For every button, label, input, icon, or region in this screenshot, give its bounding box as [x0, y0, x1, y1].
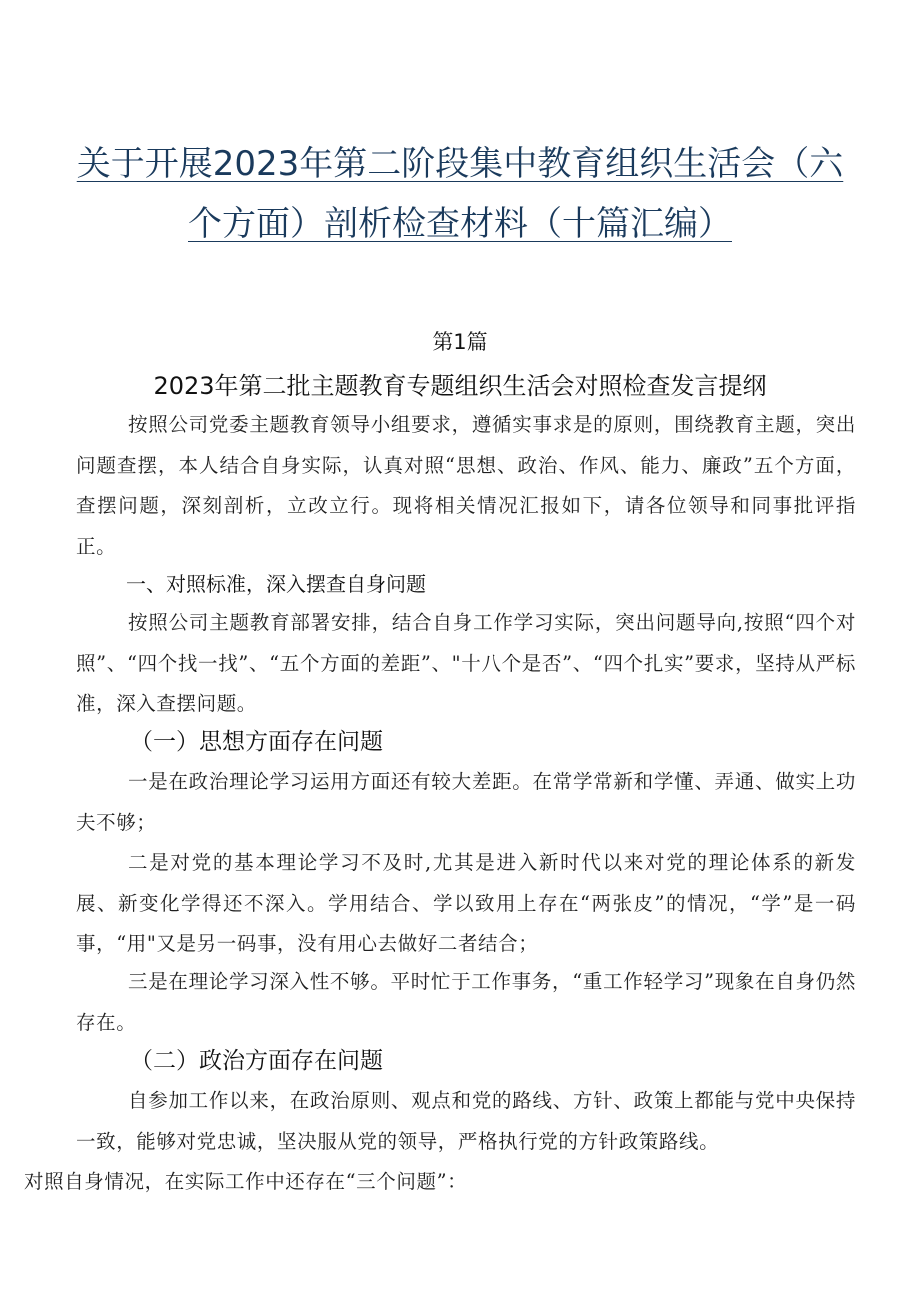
subsection-2-paragraph: [24, 1081, 856, 1203]
subsection-1-item-1: 一是在政治理论学习运用方面还有较大差距。在常学常新和学懂、弄通、做实上功夫不够；: [76, 770, 856, 834]
subsection-2-heading: （二）政治方面存在问题: [130, 1048, 383, 1074]
subsection-1-heading: （一）思想方面存在问题: [130, 729, 383, 755]
section-1-heading: 一、对照标准，深入摆查自身问题: [126, 572, 426, 596]
subsection-1-item-3: 三是在理论学习深入性不够。平时忙于工作事务，“重工作轻学习”现象在自身仍然存在。: [76, 970, 856, 1034]
subsection-1-item-2: 二是对党的基本理论学习不及时,尤其是进入新时代以来对党的理论体系的新发展、新变化学得还不深入。学用结合、学以致用上存在“两张皮”的情况，“学”是一码事，“用"又是另一码事，没有用心去做好二者结合；: [76, 851, 856, 955]
subsection-2-body-continued: 对照自身情况，在实际工作中还存在“三个问题”：: [24, 1170, 468, 1193]
section-1-paragraph: 按照公司主题教育部署安排，结合自身工作学习实际，突出问题导向,按照“四个对照”、“四个找一找”、“五个方面的差距”、"十八个是否”、“四个扎实”要求，坚持从严标准，深入查摆问题。: [76, 611, 856, 715]
subsection-2-body: 自参加工作以来，在政治原则、观点和党的路线、方针、政策上都能与党中央保持一致，能够对党忠诚，坚决服从党的领导，严格执行党的方针政策路线。: [76, 1089, 856, 1153]
document-title-line-2: 个方面）剖析检查材料（十篇汇编）: [188, 204, 732, 244]
article-subtitle: 2023年第二批主题教育专题组织生活会对照检查发言提纲: [153, 372, 767, 400]
intro-paragraph: 按照公司党委主题教育领导小组要求，遵循实事求是的原则，围绕教育主题，突出问题查摆，本人结合自身实际，认真对照“思想、政治、作风、能力、廉政”五个方面，查摆问题，深刻剖析，立改立行。现将相关情况汇报如下，请各位领导和同事批评指正。: [76, 413, 856, 558]
part-label: 第1篇: [432, 330, 488, 354]
document-title-line-1: 关于开展2023年第二阶段集中教育组织生活会（六: [76, 144, 844, 184]
